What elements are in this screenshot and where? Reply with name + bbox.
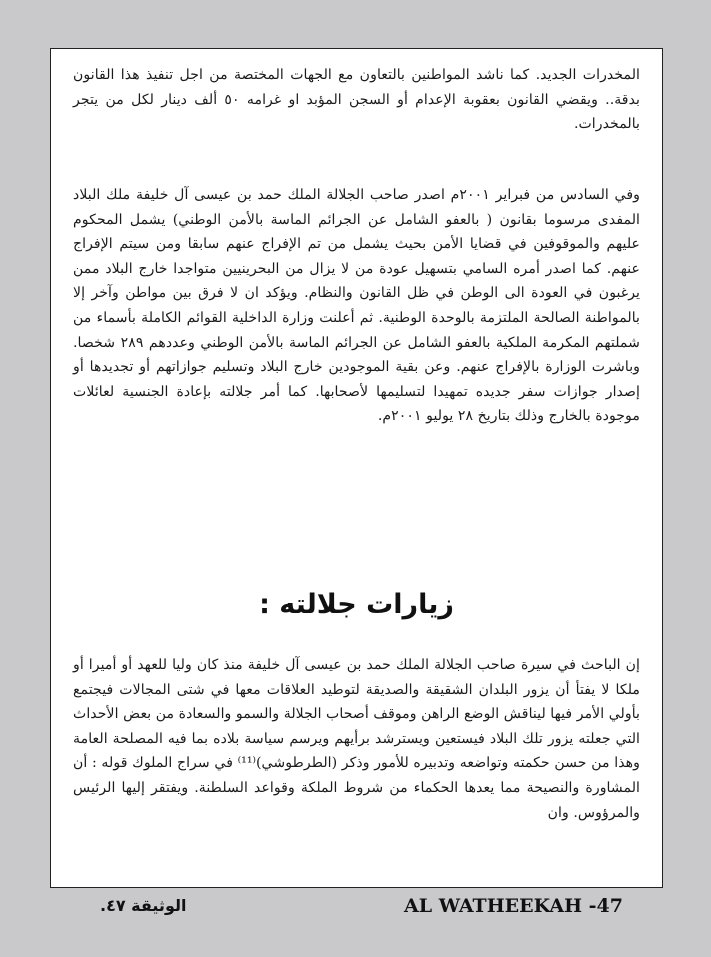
footer-page-label-english: AL WATHEEKAH -47 bbox=[404, 895, 623, 917]
paragraph-2: وفي السادس من فبراير ٢٠٠١م اصدر صاحب الجلالة الملك حمد بن عيسى آل خليفة ملك البلاد المفدى مرسوما بقانون ( بالعفو الشامل عن الجرائم الماسة بالأمن الوطني) يشمل المحكوم عليهم والموقوفين في قضايا الأمن بحيث يشمل من تم الإفراج عنهم سابقا ومن سيتم الإفراج عنهم. كما اصدر أمره السامي بتسهيل عودة من لا يزال من البحرينيين متواجدا خارج البلاد ممن يرغبون في العودة الى الوطن في ظل القانون والنظام. ويؤكد ان لا فرق بين مواطن وآخر إلا بالمواطنة الصالحة الملتزمة بالوحدة الوطنية. ثم أعلنت وزارة الداخلية القوائم الكاملة بأسماء من شملتهم المكرمة الملكية بالعفو الشامل عن الجرائم الماسة بالأمن الوطني وعددهم ٢٨٩ شخصا. وباشرت الوزارة بالإفراج عنهم. وعن بقية الموجودين خارج البلاد وتسليم جوازاتهم أو تجديدها أو إصدار جوازات سفر جديده تمهيدا لتسليمها لأصحابها. كما أمر جلالته بإعادة الجنسية لعائلات موجودة بالخارج وذلك بتاريخ ٢٨ يوليو ٢٠٠١م. bbox=[73, 187, 641, 425]
paragraph-1: المخدرات الجديد. كما ناشد المواطنين بالتعاون مع الجهات المختصة من اجل تنفيذ هذا القانون بدقة.. ويقضي القانون بعقوبة الإعدام أو السجن المؤبد او غرامه ٥٠ ألف دينار لكل من يتجر بالمخدرات. bbox=[73, 67, 640, 133]
paragraph-3: إن الباحث في سيرة صاحب الجلالة الملك حمد بن عيسى آل خليفة منذ كان وليا للعهد أو أميرا أو ملكا لا يفتأ أن يزور البلدان الشقيقة والصديقة لتوطيد العلاقات معها في شتى المجالات فيجتمع بأولي الأمر فيها ليناقش الوضع الراهن وموقف أصحاب الجلالة والسمو والسعادة من بعض الأحداث التي جعلته يزور تلك البلاد فيستعين ويسترشد برأيهم ويرسم سياسة بلاده بما فيه المصلحة العامة وهذا من حسن حكمته وتواضعه وتدبيره للأمور وذكر (الطرطوشي)⁽¹¹⁾ في سراج الملوك قوله : أن المشاورة والنصيحة مما يعدها الحكماء من شروط الملكة وقواعد السلطنة. ويفتقر إليها الرئيس والمرؤوس. وان bbox=[73, 657, 640, 821]
section-heading: زيارات جلالته : bbox=[259, 589, 454, 620]
page-frame bbox=[50, 48, 663, 888]
footer-page-label-arabic: الوثيقة ٤٧. bbox=[100, 896, 187, 915]
